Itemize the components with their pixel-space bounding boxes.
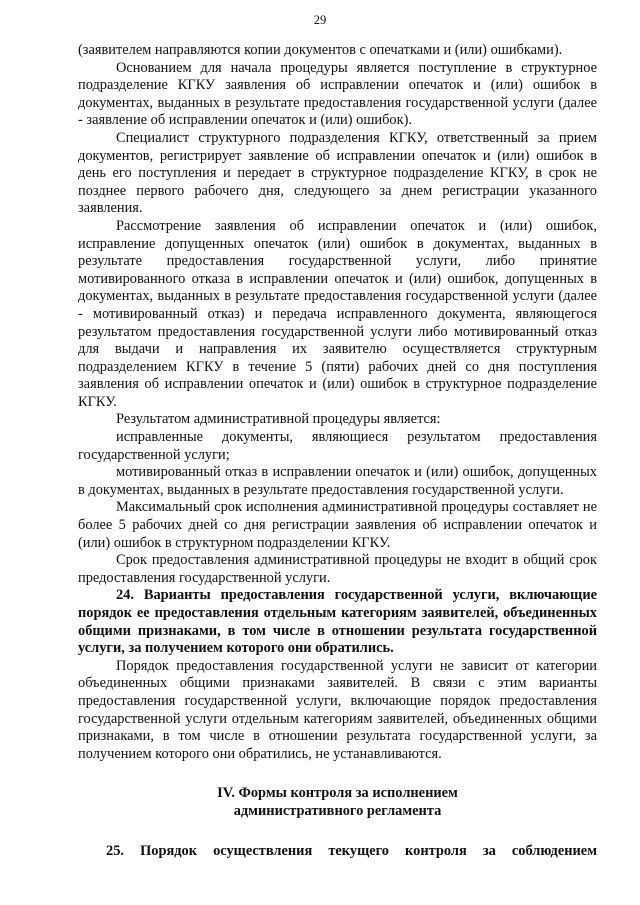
paragraph-basis: Основанием для начала процедуры является поступление в структурное подразделение КГКУ заявления об исправлении опечаток и (или) ошибок в документах, выданных в результате предоставления государственной услуги (далее - заявление об исправлении опечаток и (или) ошибок). — [78, 59, 597, 129]
paragraph-result-refusal: мотивированный отказ в исправлении опечаток и (или) ошибок, допущенных в документах, выданных в результате предоставления государственной услуги. — [78, 464, 597, 498]
paragraph-term: Срок предоставления административной процедуры не входит в общий срок предоставления государственной услуги. — [78, 552, 597, 586]
page-number: 29 — [313, 13, 327, 27]
paragraph-max-term: Максимальный срок исполнения административной процедуры составляет не более 5 рабочих дней со дня регистрации заявления об исправлении опечаток и (или) ошибок в структурном подразделении КГКУ. — [78, 499, 597, 551]
paragraph-variants: Порядок предоставления государственной услуги не зависит от категории объединенных общими признаками заявителей. В связи с этим варианты предоставления государственной услуги, включающие порядок предоставления государственной услуги отдельным категориям заявителей, объединенных общими признаками, в том числе в отношении результата государственной услуги, за получением которого они обратились, не устанавливаются. — [78, 657, 597, 762]
paragraph-result-intro: Результатом административной процедуры является: — [116, 411, 441, 428]
heading-24: 24. Варианты предоставления государственной услуги, включающие порядок ее предоставления отдельным категориям заявителей, объединенных общими признаками, в том числе в отношении результата государственной услуги, за получением которого они обратились. — [78, 587, 597, 657]
section-iv-line2: административного регламента — [233, 802, 442, 819]
heading-25: 25. Порядок осуществления текущего контроля за соблюдением — [106, 842, 597, 859]
paragraph-result-corrected: исправленные документы, являющиеся результатом предоставления государственной услуги; — [78, 429, 597, 463]
paragraph-specialist: Специалист структурного подразделения КГКУ, ответственный за прием документов, регистрирует заявление об исправлении опечаток и (или) ошибок в день его поступления и передает в структурное подразделение КГКУ, в срок не позднее первого рабочего дня, следующего за днем регистрации указанного заявления. — [78, 129, 597, 217]
section-iv-line1: IV. Формы контроля за исполнением — [217, 785, 458, 802]
paragraph-continuation: (заявителем направляются копии документов с опечатками и (или) ошибками). — [78, 42, 563, 58]
section-iv-title — [78, 785, 597, 820]
document-body — [78, 42, 597, 860]
paragraph-review: Рассмотрение заявления об исправлении опечаток и (или) ошибок, исправление допущенных опечаток (или) ошибок в документах, выданных в результате предоставления государственной услуги, либо принятие мотивированного отказа в исправлении опечаток и (или) ошибок, допущенных в документах, выданных в результате предоставления государственной услуги (далее - мотивированный отказ) и передача исправленного документа, являющегося результатом предоставления государственной услуги либо мотивированный отказ для выдачи и направления их заявителю осуществляется структурным подразделением КГКУ в течение 5 (пяти) рабочих дней со дня поступления заявления об исправлении опечаток и (или) ошибок в структурное подразделение КГКУ. — [78, 217, 597, 410]
